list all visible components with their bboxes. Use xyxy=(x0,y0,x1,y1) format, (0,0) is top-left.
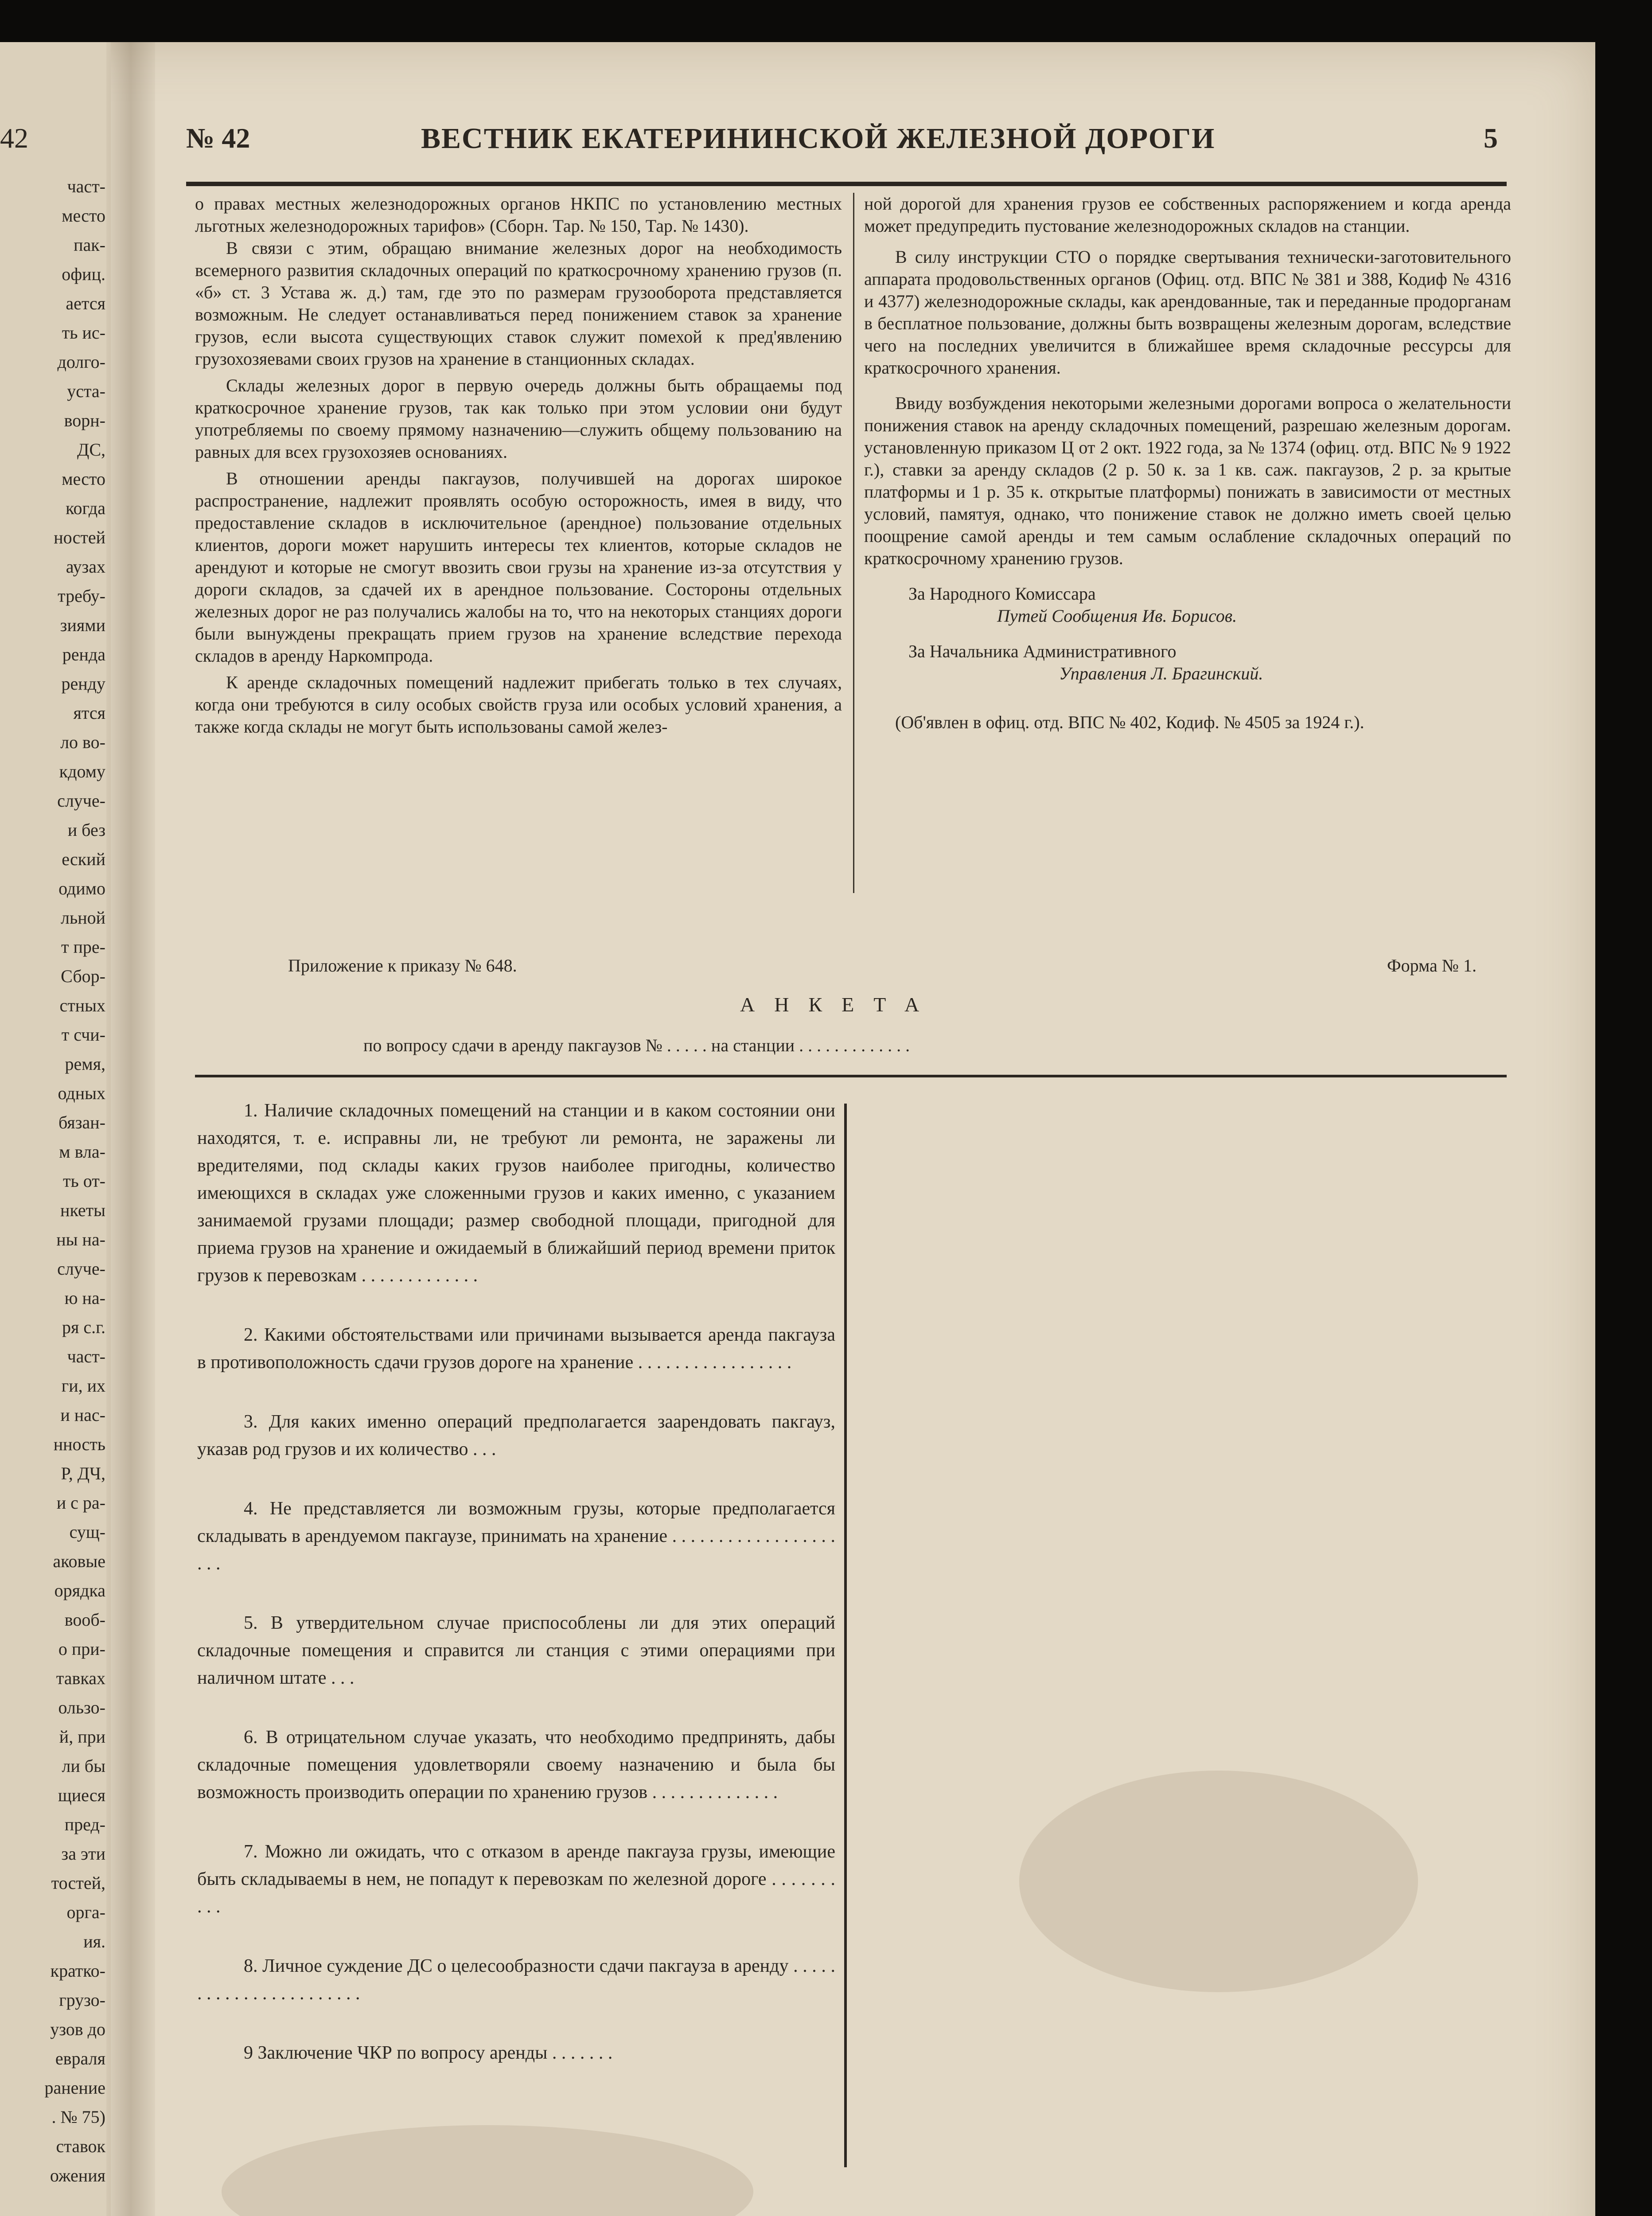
question-item: 5. В утвердительном случае приспособлены ли для этих операций складочные помещения и справится ли станция с этими операциями при наличном штате . . . xyxy=(197,1613,835,1688)
previous-page-fragment: узов до xyxy=(50,2019,105,2039)
previous-page-fragment: част- xyxy=(67,176,105,196)
previous-page-fragment: евраля xyxy=(55,2048,105,2068)
publication-title: ВЕСТНИК ЕКАТЕРИНИНСКОЙ ЖЕЛЕЗНОЙ ДОРОГИ xyxy=(421,122,1216,155)
paragraph: о правах местных железнодорожных органов НКПС по установлению местных льготных железнодорожных тарифов» (Сборн. Тар. № 150, Тар. № 1430). xyxy=(195,194,842,236)
previous-page-fragment: офиц. xyxy=(62,264,105,284)
previous-page-fragment: аузах xyxy=(66,557,105,577)
signature-line: За Народного Комиссара xyxy=(908,584,1096,604)
previous-page-fragment: случе- xyxy=(57,1259,105,1279)
column-divider xyxy=(853,193,854,893)
paragraph: В силу инструкции СТО о порядке свертывания технически-заготовительного аппарата продовольственных органов (Офиц. отд. ВПС № 381 и 388, Кодиф № 4316 и 4377) железнодорожные склады, как арендованные, так и переданные продорганам в бесплатное пользование, должны быть возвращены железным дорогам, вследствие чего на последних увеличится в ближайшее время складочные рессурсы для краткосрочного хранения. xyxy=(864,247,1511,378)
previous-page-fragment: требу- xyxy=(58,586,105,606)
right-column xyxy=(864,193,1511,733)
previous-page-fragment: . № 75) xyxy=(51,2107,105,2127)
previous-page-fragment: грузо- xyxy=(59,1990,105,2010)
previous-page-fragment: ожения xyxy=(50,2165,105,2185)
question-item: 4. Не представляется ли возможным грузы, которые предполагается складывать в арендуемом пакгаузе, принимать на хранение . . . . . . . . . . . . . . . . . . . . . xyxy=(197,1498,835,1574)
previous-page-fragment: ремя, xyxy=(65,1054,105,1074)
questionnaire-title: АНКЕТА xyxy=(740,993,939,1016)
previous-page-fragment: еский xyxy=(62,849,105,869)
previous-page-fragment: т счи- xyxy=(61,1025,105,1045)
question-item: 9 Заключение ЧКР по вопросу аренды . . . . . . . xyxy=(244,2043,613,2063)
previous-page-fragment: ли бы xyxy=(62,1756,105,1776)
previous-page-fragment: кратко- xyxy=(50,1961,105,1981)
previous-page-fragment: и нас- xyxy=(60,1405,105,1425)
previous-page-fragment: ренда xyxy=(62,644,105,664)
left-column xyxy=(195,193,842,738)
previous-page-fragment: стных xyxy=(59,995,105,1015)
paragraph: В отношении аренды пакгаузов, получившей на дорогах широкое распространение, надлежит проявлять особую осторожность, имея в виду, что предоставление складов в исключительное (арендное) пользование отдельных клиентов, дороги может нарушить интересы тех клиентов, которые складов не арендуют и которые не смогут ввозить свои грузы на хранение из-за отсутствия у дороги складов, за сдачей их в арендное пользование. Состороны отдельных железных дорог не раз получались жалобы на то, что на некоторых станциях дороги были вынуждены прекращать прием грузов на хранение вследствие перехода складов в аренду Наркомпрода. xyxy=(195,468,842,666)
previous-page-fragment: тостей, xyxy=(51,1873,105,1893)
previous-page-fragment: ть от- xyxy=(63,1171,105,1191)
questionnaire-rule xyxy=(195,1075,1507,1077)
previous-page-fragment: щиеся xyxy=(58,1785,105,1805)
paragraph: ной дорогой для хранения грузов ее собственных распоряжением и когда аренда может предупредить пустование железнодорожных складов на станции. xyxy=(864,194,1511,236)
previous-page-fragment: место xyxy=(62,469,105,489)
questionnaire-questions xyxy=(197,1097,835,2099)
previous-page-fragment: м вла- xyxy=(59,1142,105,1162)
masthead-rule xyxy=(186,182,1507,186)
questionnaire-subtitle: по вопросу сдачи в аренду пакгаузов № . . . . . на станции . . . . . . . . . . . . . xyxy=(363,1035,910,1055)
masthead xyxy=(186,122,1507,162)
previous-page-fragment: о при- xyxy=(58,1639,105,1659)
previous-page-fragment: орядка xyxy=(54,1580,105,1600)
previous-page-fragment: ия. xyxy=(83,1931,105,1951)
previous-page-fragment: ставок xyxy=(56,2136,105,2156)
question-item: 6. В отрицательном случае указать, что необходимо предпринять, дабы складочные помещения удовлетворяли своему назначению и была бы возможность производить операции по хранению грузов . . . . . . . . . . . . . . xyxy=(197,1727,835,1802)
paragraph: Ввиду возбуждения некоторыми железными дорогами вопроса о желательности понижения ставок на аренду складочных помещений, разрешаю железным дорогам. установленную приказом Ц от 2 окт. 1922 года, за № 1374 (офиц. отд. ВПС № 9 1922 г.), ставки за аренду складов (2 р. 50 к. за 1 кв. саж. пакгаузов, 2 р. за крытые платформы и 1 р. 35 к. открытые платформы) понижать в зависимости от местных условий, памятуя, однако, что понижение ставок не должно иметь своей целью поощрение самой аренды и тем самым ослабление складочных операций по краткосрочному хранению грузов. xyxy=(864,393,1511,568)
previous-page-fragment: ностей xyxy=(54,527,105,547)
issue-number: № 42 xyxy=(186,122,250,154)
signature-name: Путей Сообщения Ив. Борисов. xyxy=(997,606,1237,626)
previous-page-fragment: тавках xyxy=(56,1668,105,1688)
paragraph: К аренде складочных помещений надлежит прибегать только в тех случаях, когда они требуются в силу особых свойств груза или особых условий хранения, а также когда склады не могут быть использованы самой желез- xyxy=(195,672,842,737)
previous-page-fragment: ается xyxy=(66,293,105,313)
previous-page-fragment: зиями xyxy=(60,615,105,635)
previous-page-fragment: ользо- xyxy=(58,1697,105,1717)
previous-page-fragment: орга- xyxy=(66,1902,105,1922)
previous-page-fragment: ДС, xyxy=(77,440,105,460)
previous-page-fragment: част- xyxy=(67,1346,105,1366)
page-number: 5 xyxy=(1484,122,1498,154)
paragraph: В связи с этим, обращаю внимание железных дорог на необходимость всемерного развития складочных операций по краткосрочному хранению грузов (п. «б» ст. 3 Устава ж. д.) там, где это по размерам грузооборота представляется возможным. Не следует останавливаться перед понижением ставок за хранение грузов, если высота существующих ставок служит помехой к пред'явлению грузохозяевами своих грузов на хранение в станционных складах. xyxy=(195,238,842,369)
previous-page-fragment: Р, ДЧ, xyxy=(61,1463,105,1483)
previous-page-fragment: ворн- xyxy=(64,410,105,430)
page-fold-shadow xyxy=(106,42,155,2216)
previous-page-fragment: сущ- xyxy=(69,1522,105,1542)
previous-page-fragment: долго- xyxy=(57,352,105,372)
previous-page-number: 42 xyxy=(0,122,28,154)
question-item: 2. Какими обстоятельствами или причинами вызывается аренда пакгауза в противоположность сдачи грузов дороге на хранение . . . . . . . . . . . . . . . . . xyxy=(197,1325,835,1373)
previous-page-fragment: вооб- xyxy=(64,1610,105,1630)
previous-page-fragment: бязан- xyxy=(58,1112,105,1132)
paper-stain xyxy=(222,2125,753,2216)
previous-page-fragment: одимо xyxy=(58,878,105,898)
previous-page-fragment: ло во- xyxy=(60,732,105,752)
previous-page-fragment: пред- xyxy=(64,1814,105,1834)
question-item: 1. Наличие складочных помещений на станции и в каком состоянии они находятся, т. е. исправны ли, не требуют ли ремонта, не заражены ли вредителями, под склады каких грузов наиболее пригодны, количество имеющихся в складах уже сложенными грузов и каких именно, с указанием занимаемой грузами площади; размер свободной площади, пригодной для приема грузов на хранение и ожидаемый в ближайший период времени приток грузов к перевозкам . . . . . . . . . . . . . xyxy=(197,1100,835,1286)
previous-page-fragment: когда xyxy=(66,498,105,518)
previous-page-fragment: нность xyxy=(53,1434,105,1454)
previous-page-fragment: ю на- xyxy=(64,1288,105,1308)
previous-page-fragment: ря с.г. xyxy=(62,1317,105,1337)
previous-page-fragment: льной xyxy=(60,908,105,928)
previous-page-edge xyxy=(0,42,111,2216)
form-number: Форма № 1. xyxy=(1387,956,1477,975)
previous-page-fragment: Сбор- xyxy=(61,966,105,986)
previous-page-fragment: кдому xyxy=(59,761,105,781)
question-item: 3. Для каких именно операций предполагается заарендовать пакгауз, указав род грузов и их количество . . . xyxy=(197,1412,835,1459)
previous-page-fragment: аковые xyxy=(53,1551,105,1571)
signature-name: Управления Л. Брагинский. xyxy=(1059,663,1263,683)
signature-line: За Начальника Административного xyxy=(908,641,1177,661)
previous-page-fragment: и с ра- xyxy=(56,1493,105,1513)
previous-page-fragment: й, при xyxy=(59,1727,105,1747)
publication-note: (Об'явлен в офиц. отд. ВПС № 402, Кодиф. № 4505 за 1924 г.). xyxy=(895,712,1364,732)
previous-page-fragment: уста- xyxy=(67,381,105,401)
previous-page-fragment: ны на- xyxy=(56,1229,105,1249)
previous-page-fragment: ть ис- xyxy=(62,323,105,343)
paper-stain xyxy=(1019,1771,1418,1992)
previous-page-fragment: ренду xyxy=(61,674,105,694)
previous-page-fragment: т пре- xyxy=(61,937,105,957)
previous-page-fragment: ги, их xyxy=(61,1376,105,1396)
question-item: 7. Можно ли ожидать, что с отказом в аренде пакгауза грузы, имеющие быть складываемы в нем, не попадут к перевозкам по железной дороге . . . . . . . . . . xyxy=(197,1841,835,1917)
previous-page-fragment: нкеты xyxy=(60,1200,105,1220)
previous-page-fragment: ятся xyxy=(73,703,105,723)
previous-page-fragment: случе- xyxy=(57,791,105,811)
previous-page-fragment: за эти xyxy=(61,1844,105,1864)
paragraph: Склады железных дорог в первую очередь должны быть обращаемы под краткосрочное хранение грузов, так как только при этом условии они будут употребляемы по своему прямому назначению—служить общему пользованию на равных для всех грузохозяев основаниях. xyxy=(195,375,842,462)
previous-page-fragment: и без xyxy=(67,820,105,840)
question-item: 8. Личное суждение ДС о целесообразности сдачи пакгауза в аренду . . . . . . . . . . . . . . . . . . . . . . . xyxy=(197,1956,835,2004)
previous-page-fragment: пак- xyxy=(74,235,105,255)
previous-page-fragment: ранение xyxy=(44,2078,105,2098)
previous-page-fragment: одных xyxy=(58,1083,105,1103)
previous-page-fragment: место xyxy=(62,206,105,226)
appendix-label: Приложение к приказу № 648. xyxy=(288,956,517,975)
answer-column-divider xyxy=(844,1104,847,2167)
